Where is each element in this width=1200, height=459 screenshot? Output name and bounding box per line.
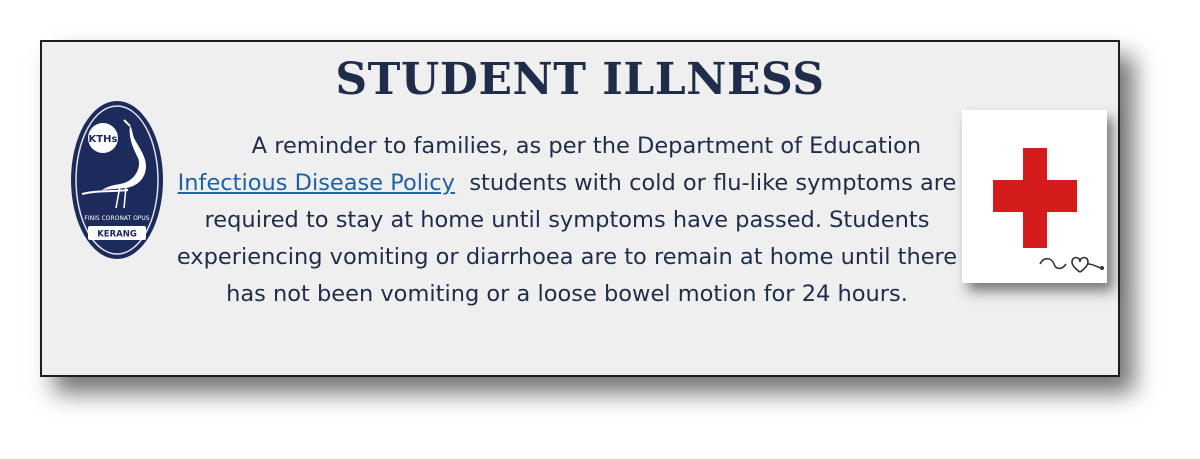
school-logo	[68, 98, 166, 262]
logo-motto: FINIS CORONAT OPUS	[84, 215, 150, 222]
logo-monogram: KTHs	[88, 134, 118, 145]
notice-body	[172, 128, 962, 313]
notice-text-details: students with cold or flu-like symptoms are required to stay at home until symptoms have passed. Students experiencing vomiting or diarrhoea are to remain at home until there has not been vomiting or a loose bowel motion for 24 hours.	[176, 170, 958, 307]
notice-title: STUDENT ILLNESS	[335, 54, 825, 105]
logo-place: KERANG	[97, 229, 137, 240]
infectious-disease-policy-link[interactable]: Infectious Disease Policy	[177, 170, 455, 196]
student-illness-notice	[40, 40, 1120, 377]
stethoscope-heart-icon	[1036, 250, 1106, 278]
notice-text-intro: A reminder to families, as per the Department of Education	[251, 133, 922, 159]
first-aid-image	[962, 110, 1107, 283]
